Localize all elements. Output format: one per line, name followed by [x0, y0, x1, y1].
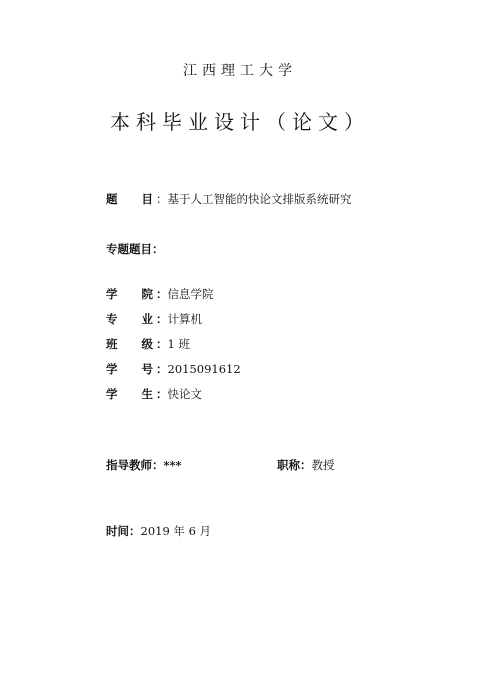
- student-value: 快论文: [167, 387, 202, 401]
- student-label-char-1: 学: [106, 387, 118, 401]
- rank-row: [277, 457, 335, 473]
- thesis-title-row: [106, 191, 352, 207]
- major-separator: ：: [156, 312, 168, 326]
- rank-value: 教授: [311, 458, 335, 472]
- thesis-title-label-char-1: 题: [106, 192, 118, 206]
- thesis-title-label: [106, 191, 156, 207]
- topic-row: [106, 241, 164, 257]
- topic-label: 专题题目: [106, 242, 152, 256]
- advisor-row: [106, 457, 182, 473]
- class-label: [106, 336, 156, 352]
- advisor-value: ***: [163, 458, 182, 472]
- student-id-label: [106, 361, 156, 377]
- major-label: [106, 311, 156, 327]
- student-id-label-char-2: 号: [141, 362, 153, 376]
- major-value: 计算机: [167, 312, 202, 326]
- class-value: 1 班: [167, 337, 190, 351]
- document-title: 本科毕业设计（论文）: [110, 110, 370, 134]
- date-row: [106, 523, 211, 539]
- student-id-value: 2015091612: [167, 362, 241, 376]
- class-label-char-1: 班: [106, 337, 118, 351]
- student-label-char-2: 生: [141, 387, 153, 401]
- advisor-separator: ：: [152, 458, 164, 472]
- student-id-separator: ：: [156, 362, 168, 376]
- rank-label: 职称: [277, 458, 300, 472]
- college-row: [106, 286, 214, 302]
- major-label-char-1: 专: [106, 312, 118, 326]
- advisor-label: 指导教师: [106, 458, 152, 472]
- thesis-title-separator: ：: [156, 192, 168, 206]
- thesis-title-value: 基于人工智能的快论文排版系统研究: [167, 192, 352, 206]
- student-label: [106, 386, 156, 402]
- student-id-label-char-1: 学: [106, 362, 118, 376]
- college-value: 信息学院: [167, 287, 214, 301]
- class-label-char-2: 级: [141, 337, 153, 351]
- date-separator: ：: [129, 524, 141, 538]
- college-label-char-2: 院: [141, 287, 153, 301]
- college-label: [106, 286, 156, 302]
- rank-separator: ：: [300, 458, 312, 472]
- class-separator: ：: [156, 337, 168, 351]
- major-row: [106, 311, 202, 327]
- student-separator: ：: [156, 387, 168, 401]
- student-id-row: [106, 361, 241, 377]
- college-label-char-1: 学: [106, 287, 118, 301]
- university-name: 江西理工大学: [183, 63, 297, 79]
- topic-separator: ：: [152, 242, 164, 256]
- major-label-char-2: 业: [141, 312, 153, 326]
- college-separator: ：: [156, 287, 168, 301]
- date-label: 时间: [106, 524, 129, 538]
- thesis-title-label-char-2: 目: [141, 192, 153, 206]
- class-row: [106, 336, 190, 352]
- student-row: [106, 386, 202, 402]
- date-value: 2019 年 6 月: [140, 524, 212, 538]
